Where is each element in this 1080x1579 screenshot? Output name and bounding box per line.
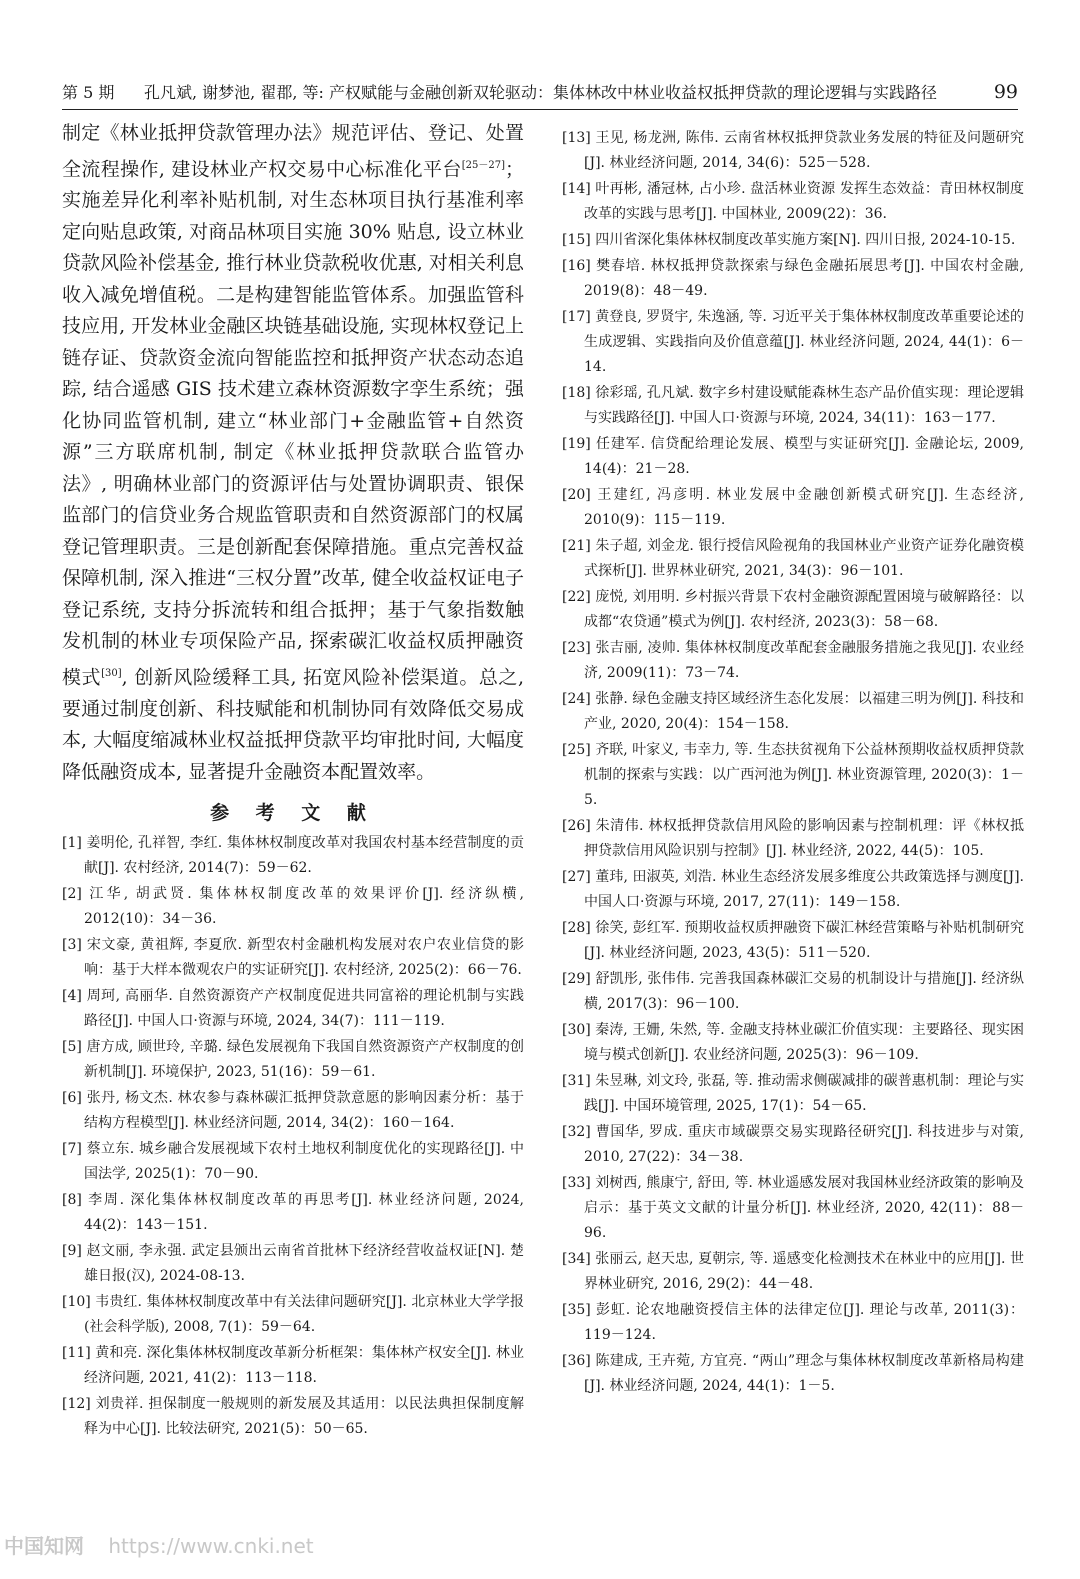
running-header — [62, 74, 1018, 110]
reference-item: [8] 李周. 深化集体林权制度改革的再思考[J]. 林业经济问题, 2024, 44(2)：143－151. — [62, 1192, 524, 1234]
reference-item: [13] 王见, 杨龙洲, 陈伟. 云南省林权抵押贷款业务发展的特征及问题研究[J]. 林业经济问题, 2014, 34(6)：525－528. — [562, 130, 1024, 171]
reference-item: [16] 樊春培. 林权抵押贷款探索与绿色金融拓展思考[J]. 中国农村金融, 2019(8)：48－49. — [562, 258, 1024, 299]
reference-item: [11] 黄和亮. 深化集体林权制度改革新分析框架：集体林产权安全[J]. 林业经济问题, 2021, 41(2)：113－118. — [62, 1345, 524, 1387]
reference-item: [24] 张静. 绿色金融支持区域经济生态化发展：以福建三明为例[J]. 科技和产业, 2020, 20(4)：154－158. — [562, 691, 1024, 732]
reference-item: [25] 齐联, 叶家义, 韦幸力, 等. 生态扶贫视角下公益林预期收益权质押贷款机制的探索与实践：以广西河池为例[J]. 林业资源管理, 2020(3)：1－5. — [562, 742, 1024, 808]
citation-superscript: [25－27] — [461, 159, 505, 171]
reference-item: [26] 朱清伟. 林权抵押贷款信用风险的影响因素与控制机理：评《林权抵押贷款信用风险识别与控制》[J]. 林业经济, 2022, 44(5)：105. — [562, 818, 1024, 859]
body-text-part-1: 制定《林业抵押贷款管理办法》规范评估、登记、处置全流程操作, 建设林业产权交易中心标准化平台 — [62, 122, 524, 180]
reference-item: [23] 张吉丽, 凌帅. 集体林权制度改革配套金融服务措施之我见[J]. 农业经济, 2009(11)：73－74. — [562, 640, 1024, 681]
reference-item: [6] 张丹, 杨文杰. 林农参与森林碳汇抵押贷款意愿的影响因素分析：基于结构方程模型[J]. 林业经济问题, 2014, 34(2)：160－164. — [62, 1090, 524, 1132]
cnki-watermark — [4, 1530, 314, 1559]
body-text-part-3: , 创新风险缓释工具, 拓宽风险补偿渠道。总之, 要通过制度创新、科技赋能和机制协同有效降低交易成本, 大幅度缩减林业权益抵押贷款平均审批时间, 大幅度降低融资成本, 显著提升金融资本配置效率。 — [62, 666, 524, 783]
body-paragraph — [62, 118, 524, 788]
body-text — [62, 118, 524, 788]
cnki-url[interactable]: https://www.cnki.net — [108, 1534, 314, 1558]
reference-item: [34] 张丽云, 赵天忠, 夏朝宗, 等. 遥感变化检测技术在林业中的应用[J]. 世界林业研究, 2016, 29(2)：44－48. — [562, 1251, 1024, 1292]
reference-item: [18] 徐彩瑶, 孔凡斌. 数字乡村建设赋能森林生态产品价值实现：理论逻辑与实践路径[J]. 中国人口·资源与环境, 2024, 34(11)：163－177. — [562, 385, 1024, 426]
reference-item: [30] 秦涛, 王姗, 朱然, 等. 金融支持林业碳汇价值实现：主要路径、现实困境与模式创新[J]. 农业经济问题, 2025(3)：96－109. — [562, 1022, 1024, 1063]
reference-item: [33] 刘树西, 熊康宁, 舒田, 等. 林业遥感发展对我国林业经济政策的影响及启示：基于英文文献的计量分析[J]. 林业经济, 2020, 42(11)：88－96. — [562, 1175, 1024, 1241]
right-column — [562, 126, 1024, 1400]
reference-item: [27] 董玮, 田淑英, 刘浩. 林业生态经济发展多维度公共政策选择与测度[J]. 中国人口·资源与环境, 2017, 27(11)：149－158. — [562, 869, 1024, 910]
issue-label: 第 5 期 — [62, 83, 115, 102]
reference-item: [1] 姜明伦, 孔祥智, 李红. 集体林权制度改革对我国农村基本经营制度的贡献[J]. 农村经济, 2014(7)：59－62. — [62, 835, 524, 877]
references-list-right — [562, 126, 1024, 1399]
left-column — [62, 118, 524, 1443]
reference-item: [29] 舒凯彤, 张伟伟. 完善我国森林碳汇交易的机制设计与措施[J]. 经济纵横, 2017(3)：96－100. — [562, 971, 1024, 1012]
reference-item: [31] 朱昱琳, 刘文玲, 张磊, 等. 推动需求侧碳减排的碳普惠机制：理论与实践[J]. 中国环境管理, 2025, 17(1)：54－65. — [562, 1073, 1024, 1114]
reference-item: [9] 赵文丽, 李永强. 武定县颁出云南省首批林下经济经营收益权证[N]. 楚雄日报(汉), 2024-08-13. — [62, 1243, 524, 1285]
reference-item: [32] 曹国华, 罗成. 重庆市域碳票交易实现路径研究[J]. 科技进步与对策, 2010, 27(22)：34－38. — [562, 1124, 1024, 1165]
reference-item: [28] 徐笑, 彭红军. 预期收益权质押融资下碳汇林经营策略与补贴机制研究[J]. 林业经济问题, 2023, 43(5)：511－520. — [562, 920, 1024, 961]
reference-item: [7] 蔡立东. 城乡融合发展视域下农村土地权利制度优化的实现路径[J]. 中国法学, 2025(1)：70－90. — [62, 1141, 524, 1183]
references-list-left — [62, 831, 524, 1442]
references-heading: 参 考 文 献 — [210, 802, 376, 825]
body-text-part-2: ；实施差异化利率补贴机制, 对生态林项目执行基准利率定向贴息政策, 对商品林项目实施 30% 贴息, 设立林业贷款风险补偿基金, 推行林业贷款税收优惠, 对相关利息收入减免增值税。二是构建智能监管体系。加强监管科技应用, 开发林业金融区块链基础设施, 实现林权登记上链存证、贷款资金流向智能监控和抵押资产状态动态追踪, 结合遥感 GIS 技术建立森林资源数字孪生系统；强化协同监管机制, 建立“林业部门+金融监管+自然资源”三方联席机制, 制定《林业抵押贷款联合监管办法》, 明确林业部门的资源评估与处置协调职责、银保监部门的信贷业务合规监管职责和自然资源部门的权属登记管理职责。三是创新配套保障措施。重点完善权益保障机制, 深入推进“三权分置”改革, 健全收益权证电子登记系统, 支持分拆流转和组合抵押；基于气象指数触发机制的林业专项保险产品, 探索碳汇收益权质押融资模式 — [62, 157, 524, 689]
running-title: 孔凡斌, 谢梦池, 翟郡, 等: 产权赋能与金融创新双轮驱动：集体林改中林业收益权抵押贷款的理论逻辑与实践路径 — [144, 83, 937, 102]
reference-item: [36] 陈建成, 王卉菀, 方宜亮. “两山”理念与集体林权制度改革新格局构建[J]. 林业经济问题, 2024, 44(1)：1－5. — [562, 1353, 1024, 1394]
reference-item: [14] 叶再彬, 潘冠林, 占小珍. 盘活林业资源 发挥生态效益：青田林权制度改革的实践与思考[J]. 中国林业, 2009(22)：36. — [562, 181, 1024, 222]
reference-item: [10] 韦贵红. 集体林权制度改革中有关法律问题研究[J]. 北京林业大学学报(社会科学版), 2008, 7(1)：59－64. — [62, 1294, 524, 1336]
cnki-logo: 中国知网 — [4, 1534, 84, 1558]
reference-item: [20] 王建红, 冯彦明. 林业发展中金融创新模式研究[J]. 生态经济, 2010(9)：115－119. — [562, 487, 1024, 528]
page-number: 99 — [993, 81, 1018, 103]
reference-item: [4] 周珂, 高丽华. 自然资源资产产权制度促进共同富裕的理论机制与实践路径[J]. 中国人口·资源与环境, 2024, 34(7)：111－119. — [62, 988, 524, 1030]
reference-item: [35] 彭虹. 论农地融资授信主体的法律定位[J]. 理论与改革, 2011(3)：119－124. — [562, 1302, 1024, 1343]
reference-item: [12] 刘贵祥. 担保制度一般规则的新发展及其适用：以民法典担保制度解释为中心[J]. 比较法研究, 2021(5)：50－65. — [62, 1396, 524, 1438]
reference-item: [19] 任建军. 信贷配给理论发展、模型与实证研究[J]. 金融论坛, 2009, 14(4)：21－28. — [562, 436, 1024, 477]
reference-item: [22] 庞悦, 刘用明. 乡村振兴背景下农村金融资源配置困境与破解路径：以成都“农贷通”模式为例[J]. 农村经济, 2023(3)：58－68. — [562, 589, 1024, 630]
reference-item: [2] 江华, 胡武贤. 集体林权制度改革的效果评价[J]. 经济纵横, 2012(10)：34－36. — [62, 886, 524, 928]
reference-item: [3] 宋文豪, 黄祖辉, 李夏欣. 新型农村金融机构发展对农户农业信贷的影响：基于大样本微观农户的实证研究[J]. 农村经济, 2025(2)：66－76. — [62, 937, 524, 979]
reference-item: [21] 朱子超, 刘金龙. 银行授信风险视角的我国林业产业资产证券化融资模式探析[J]. 世界林业研究, 2021, 34(3)：96－101. — [562, 538, 1024, 579]
citation-superscript: [30] — [101, 667, 122, 679]
reference-item: [15] 四川省深化集体林权制度改革实施方案[N]. 四川日报, 2024-10-15. — [562, 232, 1016, 248]
reference-item: [17] 黄登良, 罗贤宇, 朱逸涵, 等. 习近平关于集体林权制度改革重要论述的生成逻辑、实践指向及价值意蕴[J]. 林业经济问题, 2024, 44(1)：6－14. — [562, 309, 1024, 375]
reference-item: [5] 唐方成, 顾世玲, 辛璐. 绿色发展视角下我国自然资源资产产权制度的创新机制[J]. 环境保护, 2023, 51(16)：59－61. — [62, 1039, 524, 1081]
